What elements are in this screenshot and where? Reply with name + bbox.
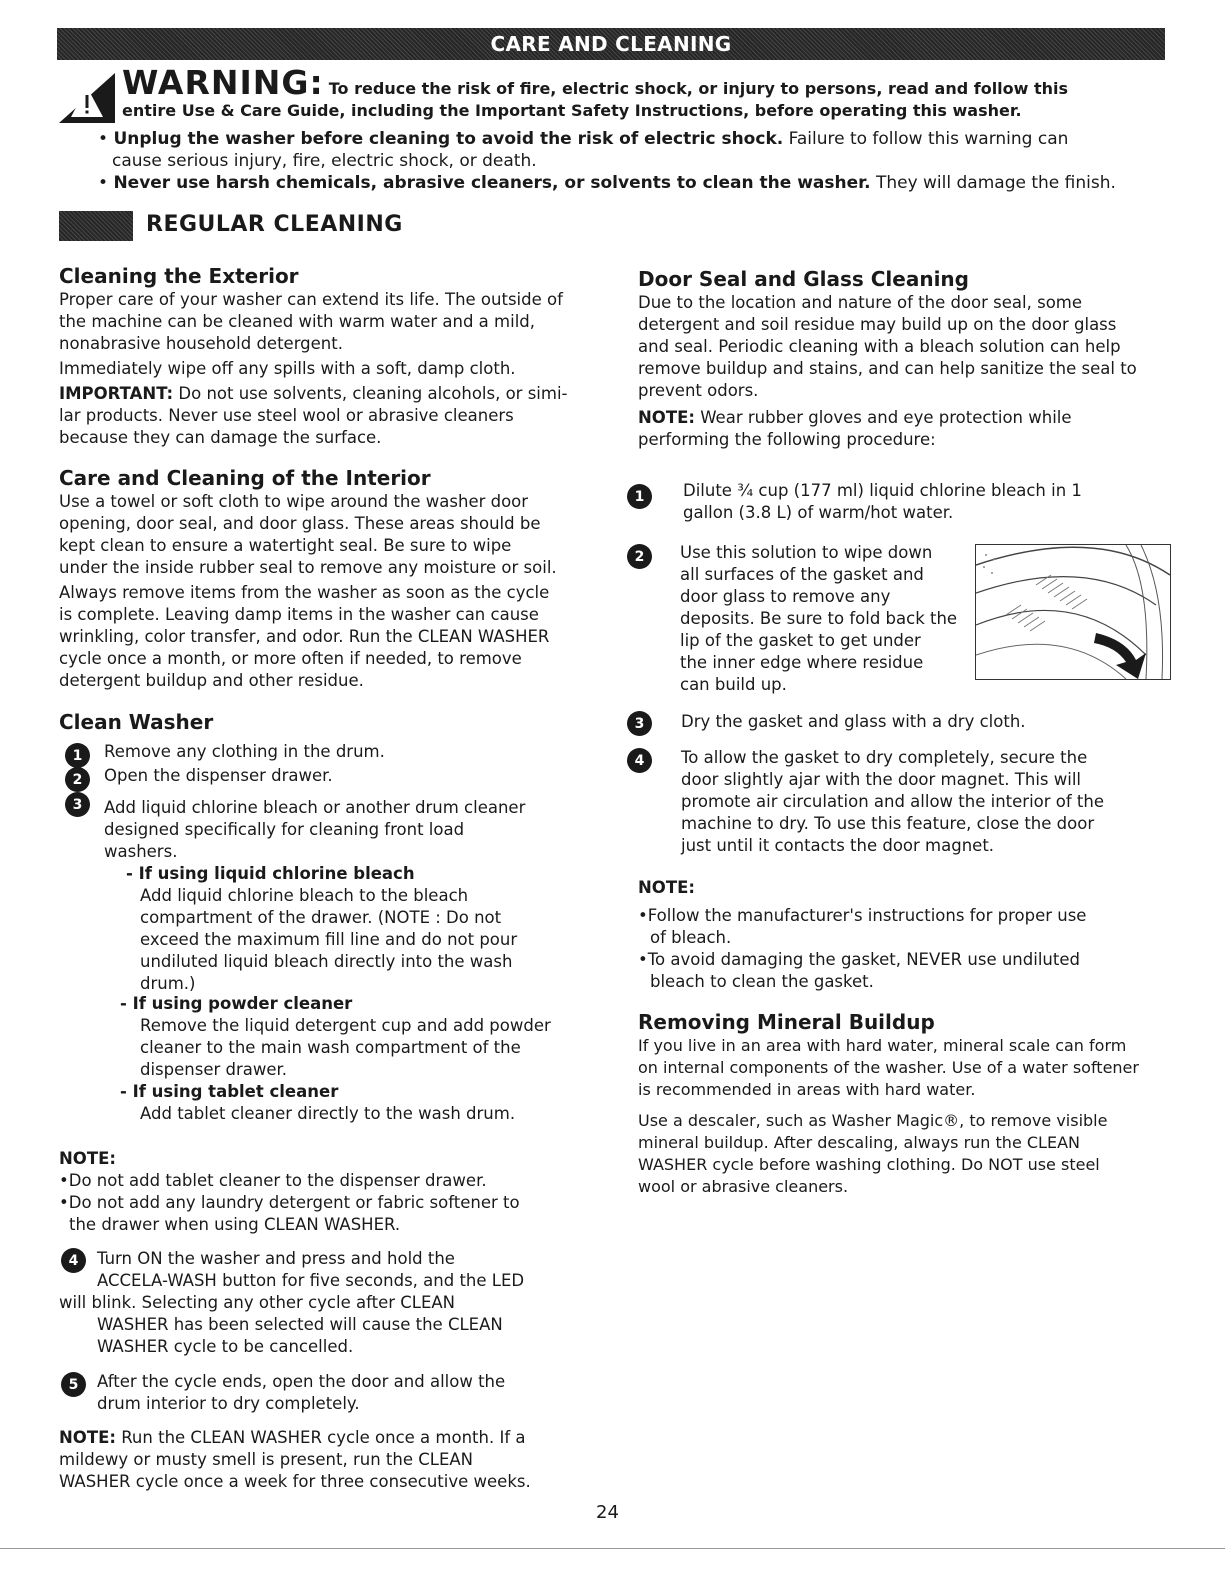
sub-powder: - If using powder cleaner Remove the liquid detergent cup and add powder cleaner to the main wash compartment of the dispenser drawer. — [120, 994, 551, 1079]
sub-tablet: - If using tablet cleaner Add tablet cleaner directly to the wash drum. — [120, 1082, 516, 1123]
clean-step-4: Turn ON the washer and press and hold the ACCELA-WASH button for five seconds, and the LED will blink. Selecting any other cycle after CLEAN WASHER has been selected will cause the CLEAN WASHER cycle to be cancelled. — [59, 1249, 525, 1356]
warning-triangle-icon — [59, 73, 115, 123]
door-seal-section — [638, 266, 1178, 451]
door-seal-note: NOTE: Wear rubber gloves and eye protection while performing the following procedure: — [638, 408, 1072, 449]
warning-word: WARNING: — [122, 63, 324, 102]
door-step-4-badge: 4 — [627, 748, 652, 773]
interior-section — [59, 465, 599, 692]
section-banner — [57, 28, 1165, 60]
step-5-badge: 5 — [61, 1372, 86, 1397]
clean-note-1: •Do not add tablet cleaner to the dispenser drawer. — [59, 1171, 487, 1190]
page-bottom-rule — [0, 1548, 1225, 1549]
clean-note-2: •Do not add any laundry detergent or fabric softener to — [59, 1193, 520, 1212]
sub-tablet-title: - If using tablet cleaner — [120, 1082, 339, 1101]
bullet-1-bold: Unplug the washer before cleaning to avoid the risk of electric shock. — [113, 129, 784, 149]
mineral-section — [638, 1009, 1178, 1198]
door-seal-p1: Due to the location and nature of the door seal, some detergent and soil residue may build up on the door glass and seal. Periodic cleaning with a bleach solution can help remove buildup and stains, and can help sanitize the seal to prevent odors. — [638, 293, 1137, 400]
section-title: REGULAR CLEANING — [146, 212, 403, 237]
warning-heading — [122, 63, 1195, 102]
door-step-2-badge: 2 — [627, 544, 652, 569]
clean-step-2: Open the dispenser drawer. — [104, 766, 333, 785]
clean-step-1: Remove any clothing in the drum. — [104, 742, 385, 761]
door-note-2-label: NOTE: — [638, 878, 695, 897]
warning-bullet-2: • Never use harsh chemicals, abrasive cleaners, or solvents to clean the washer. They will damage the finish. — [98, 173, 1116, 193]
door-seal-heading: Door Seal and Glass Cleaning — [638, 267, 969, 291]
door-step-3-badge: 3 — [627, 711, 652, 736]
banner-title: CARE AND CLEANING — [490, 32, 732, 56]
bullet-2-rest: They will damage the finish. — [870, 173, 1116, 193]
bullet-2-bold: Never use harsh chemicals, abrasive cleaners, or solvents to clean the washer. — [113, 173, 871, 193]
warning-line-2: entire Use & Care Guide, including the Important Safety Instructions, before operating this washer. — [122, 101, 1022, 120]
gasket-illustration — [975, 544, 1171, 680]
clean-note-label: NOTE: — [59, 1149, 116, 1168]
warning-line-1: To reduce the risk of fire, electric shock, or injury to persons, read and follow this — [328, 79, 1069, 98]
sub-bleach: - If using liquid chlorine bleach Add liquid chlorine bleach to the bleach compartment of the drawer. (NOTE : Do not exceed the maximum fill line and do not pour undiluted liquid bleach directly into the wash drum.) — [126, 864, 518, 993]
step-4-badge: 4 — [61, 1248, 86, 1273]
exterior-section — [59, 263, 599, 449]
exterior-p2: Immediately wipe off any spills with a soft, damp cloth. — [59, 359, 516, 378]
step-1-badge: 1 — [65, 743, 90, 768]
step-2-badge: 2 — [65, 767, 90, 792]
door-step-3: Dry the gasket and glass with a dry cloth. — [681, 712, 1026, 731]
door-seal-note-2: NOTE: •Follow the manufacturer's instructions for proper use of bleach. •To avoid damaging the gasket, NEVER use undiluted bleach to clean the gasket. — [638, 878, 1087, 991]
clean-washer-note: NOTE: •Do not add tablet cleaner to the dispenser drawer. •Do not add any laundry detergent or fabric softener to the drawer when using CLEAN WASHER. — [59, 1149, 520, 1234]
bullet-1-rest: Failure to follow this warning can — [783, 129, 1069, 149]
interior-heading: Care and Cleaning of the Interior — [59, 466, 431, 490]
warning-bullet-1: • Unplug the washer before cleaning to avoid the risk of electric shock. Failure to follow this warning can cause serious injury, fire, electric shock, or death. — [98, 129, 1069, 171]
section-bar — [59, 211, 133, 241]
exterior-p3: IMPORTANT: Do not use solvents, cleaning alcohols, or simi- lar products. Never use steel wool or abrasive cleaners because they can damage the surface. — [59, 384, 568, 447]
bullet-1-line-2: cause serious injury, fire, electric shock, or death. — [112, 151, 537, 171]
door-step-2: Use this solution to wipe down all surfaces of the gasket and door glass to remove any deposits. Be sure to fold back the lip of the gasket to get under the inner edge where residue can build up. — [680, 543, 958, 694]
sub-powder-title: - If using powder cleaner — [120, 994, 353, 1013]
clean-step-5: After the cycle ends, open the door and allow the drum interior to dry completely. — [97, 1372, 506, 1413]
exterior-heading: Cleaning the Exterior — [59, 264, 299, 288]
door-step-4: To allow the gasket to dry completely, secure the door slightly ajar with the door magnet. This will promote air circulation and allow the interior of the machine to dry. To use this feature, close the door just until it contacts the door magnet. — [681, 748, 1105, 855]
mineral-p2: Use a descaler, such as Washer Magic®, to remove visible mineral buildup. After descaling, always run the CLEAN WASHER cycle before washing clothing. Do NOT use steel wool or abrasive cleaners. — [638, 1111, 1108, 1196]
step-3-badge: 3 — [65, 792, 90, 817]
door-step-1-badge: 1 — [627, 484, 652, 509]
clean-final-note: NOTE: Run the CLEAN WASHER cycle once a month. If a mildewy or musty smell is present, run the CLEAN WASHER cycle once a week for three consecutive weeks. — [59, 1428, 531, 1491]
page-number: 24 — [596, 1502, 619, 1523]
exterior-p1: Proper care of your washer can extend its life. The outside of the machine can be cleaned with warm water and a mild, nonabrasive household detergent. — [59, 290, 563, 353]
clean-washer-heading-wrap — [59, 709, 599, 735]
interior-p1: Use a towel or soft cloth to wipe around the washer door opening, door seal, and door glass. These areas should be kept clean to ensure a watertight seal. Be sure to wipe under the inside rubber seal to remove any moisture or soil. — [59, 492, 557, 577]
door-step-1: Dilute ¾ cup (177 ml) liquid chlorine bleach in 1 gallon (3.8 L) of warm/hot water. — [683, 481, 1082, 522]
clean-washer-heading: Clean Washer — [59, 710, 214, 734]
interior-p2: Always remove items from the washer as soon as the cycle is complete. Leaving damp items in the washer can cause wrinkling, color transfer, and odor. Run the CLEAN WASHER cycle once a month, or more often if needed, to remove detergent buildup and other residue. — [59, 583, 550, 690]
mineral-heading: Removing Mineral Buildup — [638, 1010, 935, 1034]
sub-bleach-title: - If using liquid chlorine bleach — [126, 864, 415, 883]
clean-step-3: Add liquid chlorine bleach or another drum cleaner designed specifically for cleaning front load washers. — [104, 798, 526, 861]
mineral-p1: If you live in an area with hard water, mineral scale can form on internal components of the washer. Use of a water softener is recommended in areas with hard water. — [638, 1036, 1139, 1099]
